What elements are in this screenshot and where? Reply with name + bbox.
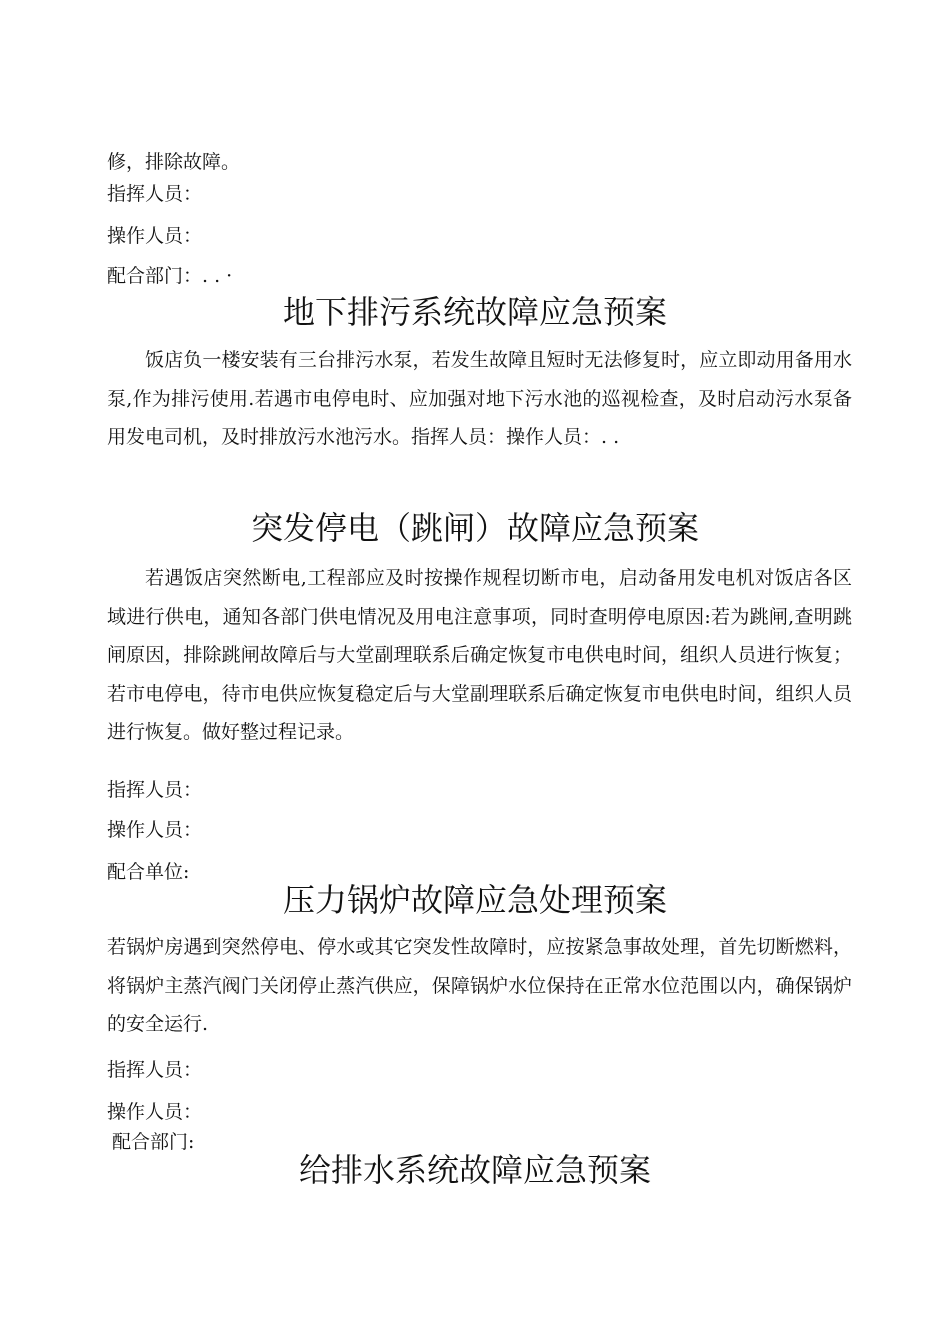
section-body-sewage: 饭店负一楼安装有三台排污水泵，若发生故障且短时无法修复时，应立即动用备用水泵,作为排污使用.若遇市电停电时、应加强对地下污水池的巡视检查，及时启动污水泵备用发电司机，及时排放污水池污水。指挥人员：操作人员：. . bbox=[107, 349, 852, 448]
boiler-operator-label: 操作人员： bbox=[107, 1101, 203, 1123]
intro-dept-label: 配合部门：. . · bbox=[107, 265, 233, 287]
section-title-water-supply: 给排水系统故障应急预案 bbox=[298, 1151, 651, 1189]
section-title-power-outage: 突发停电（跳闸）故障应急预案 bbox=[250, 509, 699, 547]
boiler-commander-label: 指挥人员： bbox=[107, 1059, 203, 1081]
section-body-power-outage: 若遇饭店突然断电,工程部应及时按操作规程切断市电，启动备用发电机对饭店各区域进行供电，通知各部门供电情况及用电注意事项，同时查明停电原因:若为跳闸,查明跳闸原因，排除跳闸故障后与大堂副理联系后确定恢复市电供电时间，组织人员进行恢复；若市电停电，待市电供应恢复稳定后与大堂副理联系后确定恢复市电供电时间，组织人员进行恢复。做好整过程记录。 bbox=[107, 567, 852, 743]
power-unit-label: 配合单位: bbox=[107, 861, 190, 883]
section-body-boiler: 若锅炉房遇到突然停电、停水或其它突发性故障时，应按紧急事故处理，首先切断燃料，将锅炉主蒸汽阀门关闭停止蒸汽供应，保障锅炉水位保持在正常水位范围以内，确保锅炉的安全运行. bbox=[107, 936, 852, 1035]
intro-operator-label: 操作人员： bbox=[107, 225, 203, 247]
intro-commander-label: 指挥人员： bbox=[107, 183, 203, 205]
boiler-dept-label: 配合部门: bbox=[112, 1131, 195, 1153]
power-operator-label: 操作人员： bbox=[107, 819, 203, 841]
intro-tail-text: 修，排除故障。 bbox=[107, 151, 241, 173]
section-title-sewage: 地下排污系统故障应急预案 bbox=[282, 293, 667, 331]
section-title-boiler: 压力锅炉故障应急处理预案 bbox=[282, 881, 667, 919]
power-commander-label: 指挥人员： bbox=[107, 779, 203, 801]
